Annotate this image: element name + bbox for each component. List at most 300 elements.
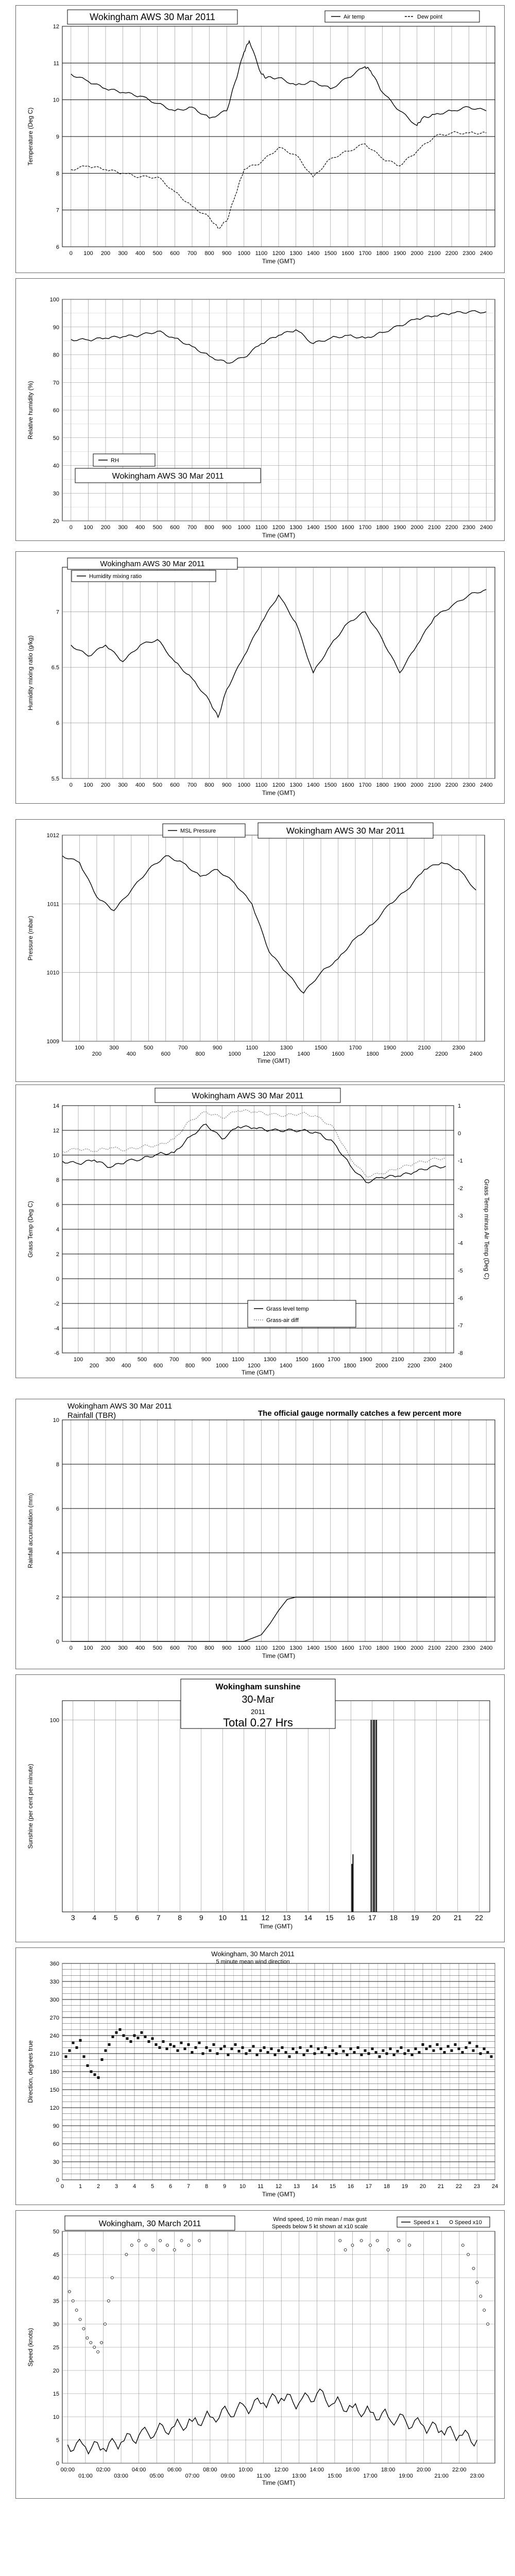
y-tick-label: 40 xyxy=(53,2275,59,2281)
chart-svg-9 xyxy=(16,2211,504,2498)
x-tick-label: 1500 xyxy=(324,250,337,257)
data-point xyxy=(111,2277,113,2279)
x-tick-label: 900 xyxy=(222,782,232,788)
y-tick-label: 35 xyxy=(53,2298,59,2304)
data-point xyxy=(393,2054,396,2056)
x-tick-label: 2200 xyxy=(445,782,458,788)
data-point xyxy=(205,2046,208,2049)
x-tick-label: 0 xyxy=(60,2183,64,2190)
x-tick-label: 1600 xyxy=(332,1051,345,1057)
y-tick-label: 4 xyxy=(56,1550,59,1556)
x-tick-label: 2400 xyxy=(470,1051,483,1057)
data-point xyxy=(398,2240,400,2242)
x-tick-label: 700 xyxy=(187,524,197,531)
x-tick-label: 16:00 xyxy=(345,2467,360,2473)
x-tick-label: 800 xyxy=(204,250,214,257)
chart-note: Speeds below 5 kt shown at x10 scale xyxy=(271,2224,368,2230)
x-tick-label: 1400 xyxy=(306,250,320,257)
y-tick-label: 11 xyxy=(53,60,59,67)
data-point xyxy=(364,2049,367,2052)
y-tick-label: 1012 xyxy=(46,833,59,839)
x-axis-label: Time (GMT) xyxy=(262,2479,296,2486)
legend-label: Speed x10 xyxy=(455,2219,482,2226)
data-point xyxy=(479,2053,482,2055)
x-tick-label: 6 xyxy=(168,2183,173,2190)
y-tick-label: 10 xyxy=(53,1153,59,1159)
data-point xyxy=(454,2043,457,2046)
data-point xyxy=(216,2053,219,2055)
x-tick-label: 2300 xyxy=(462,524,475,531)
y-tick-label: 360 xyxy=(49,1961,59,1967)
data-point xyxy=(314,2053,316,2055)
x-tick-label: 100 xyxy=(83,524,93,531)
chart-subtitle: 30-Mar xyxy=(242,1694,274,1705)
x-tick-label: 2400 xyxy=(479,524,493,531)
chart-title: Wokingham AWS 30 Mar 2011 xyxy=(100,560,205,568)
y-tick-label: 30 xyxy=(53,2321,59,2328)
x-tick-label: 2000 xyxy=(410,524,424,531)
x-tick-label: 2300 xyxy=(452,1045,466,1051)
data-point xyxy=(68,2291,71,2293)
x-tick-label: 2400 xyxy=(479,782,493,788)
data-point xyxy=(376,2240,379,2242)
y-tick-label: 70 xyxy=(53,380,59,386)
data-point xyxy=(93,2346,96,2349)
data-point xyxy=(483,2309,486,2312)
legend-label: Grass-air diff xyxy=(266,1317,299,1324)
x-tick-label: 700 xyxy=(187,250,197,257)
x-tick-label: 800 xyxy=(185,1363,195,1369)
data-point xyxy=(155,2043,158,2046)
data-point xyxy=(369,2244,372,2247)
data-point xyxy=(328,2054,331,2056)
y-tick-label: 9 xyxy=(56,134,59,140)
data-point xyxy=(75,2309,78,2312)
y-tick-label: 30 xyxy=(53,2159,59,2165)
x-tick-label: 22 xyxy=(475,1913,484,1922)
y-tick-label: 100 xyxy=(49,297,59,303)
chart-subtitle: Rainfall (TBR) xyxy=(67,1411,116,1420)
x-tick-label: 21 xyxy=(453,1913,462,1922)
data-point xyxy=(342,2050,345,2053)
x-tick-label: 2400 xyxy=(439,1363,452,1369)
x-tick-label: 600 xyxy=(161,1051,170,1057)
x-tick-label: 1200 xyxy=(248,1363,261,1369)
data-point xyxy=(429,2045,432,2048)
x-tick-label: 2000 xyxy=(410,250,424,257)
data-point xyxy=(443,2051,446,2054)
y-right-tick-label: -7 xyxy=(458,1323,463,1329)
y-tick-label: 5.5 xyxy=(51,776,59,782)
y-axis-label: Direction, degrees true xyxy=(27,2040,34,2103)
data-point xyxy=(368,2053,370,2055)
x-tick-label: 2200 xyxy=(407,1363,420,1369)
x-tick-label: 00:00 xyxy=(60,2467,75,2473)
data-point xyxy=(220,2047,222,2050)
y-tick-label: 4 xyxy=(56,1227,59,1233)
x-axis-label: Time (GMT) xyxy=(262,789,296,796)
x-tick-label: 300 xyxy=(105,1357,115,1363)
x-tick-label: 1000 xyxy=(237,250,251,257)
x-tick-label: 5 xyxy=(113,1913,118,1922)
y-tick-label: 2 xyxy=(56,1251,59,1258)
x-tick-label: 300 xyxy=(118,782,128,788)
data-point xyxy=(397,2050,399,2053)
sunshine-bar xyxy=(373,1720,374,1912)
y-tick-label: 1009 xyxy=(46,1039,59,1045)
data-point xyxy=(346,2054,349,2056)
x-tick-label: 03:00 xyxy=(114,2473,128,2479)
x-tick-label: 0 xyxy=(69,250,73,257)
x-tick-label: 21 xyxy=(437,2183,444,2190)
data-point xyxy=(169,2043,172,2046)
x-tick-label: 1600 xyxy=(312,1363,324,1369)
y-tick-label: 15 xyxy=(53,2391,59,2397)
x-tick-label: 08:00 xyxy=(203,2467,217,2473)
x-tick-label: 10:00 xyxy=(238,2467,253,2473)
x-tick-label: 0 xyxy=(69,1645,73,1651)
data-point xyxy=(433,2049,435,2052)
x-tick-label: 1300 xyxy=(280,1045,293,1051)
x-tick-label: 1600 xyxy=(341,782,354,788)
data-point xyxy=(418,2051,421,2054)
y-tick-label: 10 xyxy=(53,2414,59,2420)
data-point xyxy=(115,2031,118,2034)
x-tick-label: 1500 xyxy=(314,1045,328,1051)
data-point xyxy=(97,2076,100,2079)
data-point xyxy=(126,2037,129,2040)
data-point xyxy=(288,2055,291,2058)
x-tick-label: 1400 xyxy=(297,1051,310,1057)
x-tick-label: 16 xyxy=(347,2183,354,2190)
data-point xyxy=(467,2253,470,2256)
x-tick-label: 2200 xyxy=(445,1645,458,1651)
data-point xyxy=(72,2300,74,2302)
chart-svg-2 xyxy=(16,279,504,540)
x-tick-label: 16 xyxy=(347,1913,355,1922)
x-tick-label: 0 xyxy=(69,524,73,531)
data-point xyxy=(187,2043,190,2046)
y-tick-label: 240 xyxy=(49,2033,59,2039)
x-tick-label: 700 xyxy=(178,1045,188,1051)
data-point xyxy=(387,2249,389,2251)
legend-label: Grass level temp xyxy=(266,1306,309,1312)
x-tick-label: 13 xyxy=(293,2183,300,2190)
data-point xyxy=(90,2071,93,2073)
data-point xyxy=(400,2046,403,2049)
x-tick-label: 900 xyxy=(222,524,232,531)
x-tick-label: 18 xyxy=(389,1913,398,1922)
x-tick-label: 1900 xyxy=(393,1645,406,1651)
y-right-axis-label: Grass Temp minus Air Temp (Deg C) xyxy=(483,1179,490,1280)
x-tick-label: 2100 xyxy=(428,524,441,531)
y-right-tick-label: -1 xyxy=(458,1158,463,1164)
x-tick-label: 20 xyxy=(432,1913,441,1922)
y-tick-label: 10 xyxy=(53,1417,59,1423)
x-tick-label: 2100 xyxy=(428,782,441,788)
chart-title: Wokingham sunshine xyxy=(215,1683,301,1691)
data-point xyxy=(285,2051,287,2054)
x-tick-label: 2100 xyxy=(418,1045,431,1051)
data-point xyxy=(332,2049,334,2052)
x-tick-label: 1 xyxy=(78,2183,82,2190)
x-tick-label: 12 xyxy=(261,1913,270,1922)
data-point xyxy=(476,2281,478,2284)
x-tick-label: 21:00 xyxy=(434,2473,449,2479)
y-axis-label: Relative humidity (%) xyxy=(27,381,34,439)
chart-panel-3 xyxy=(15,551,505,804)
data-point xyxy=(350,2047,352,2050)
chart-svg-3 xyxy=(16,552,504,803)
x-tick-label: 500 xyxy=(152,250,162,257)
x-tick-label: 2300 xyxy=(462,782,475,788)
x-tick-label: 07:00 xyxy=(185,2473,200,2479)
data-point xyxy=(198,2240,201,2242)
chart-svg-5 xyxy=(16,1085,504,1378)
y-tick-label: 6.5 xyxy=(51,665,59,671)
x-tick-label: 200 xyxy=(92,1051,102,1057)
data-point xyxy=(306,2049,309,2052)
x-tick-label: 14 xyxy=(304,1913,313,1922)
y-tick-label: 80 xyxy=(53,352,59,359)
data-point xyxy=(476,2045,478,2048)
x-tick-label: 1200 xyxy=(272,782,285,788)
x-tick-label: 200 xyxy=(100,524,111,531)
x-tick-label: 1900 xyxy=(393,250,406,257)
x-tick-label: 700 xyxy=(169,1357,179,1363)
x-tick-label: 700 xyxy=(187,1645,197,1651)
x-tick-label: 2400 xyxy=(479,250,493,257)
chart-title: Wokingham AWS 30 Mar 2011 xyxy=(192,1092,304,1100)
y-tick-label: 14 xyxy=(53,1103,59,1109)
x-tick-label: 1100 xyxy=(255,1645,268,1651)
data-point xyxy=(191,2051,194,2054)
data-point xyxy=(86,2337,89,2340)
y-right-tick-label: -8 xyxy=(458,1350,463,1357)
x-tick-label: 1800 xyxy=(344,1363,356,1369)
x-tick-label: 1700 xyxy=(358,250,372,257)
x-axis-label: Time (GMT) xyxy=(262,258,296,265)
x-tick-label: 19 xyxy=(401,2183,408,2190)
x-tick-label: 1500 xyxy=(324,1645,337,1651)
data-point xyxy=(108,2043,111,2046)
data-point xyxy=(125,2253,128,2256)
y-right-tick-label: -4 xyxy=(458,1240,463,1247)
data-point xyxy=(440,2047,442,2050)
x-tick-label: 2000 xyxy=(410,1645,424,1651)
data-point xyxy=(94,2073,96,2076)
x-tick-label: 17 xyxy=(365,2183,372,2190)
x-tick-label: 1600 xyxy=(341,524,354,531)
sunshine-bar xyxy=(352,1854,353,1912)
data-point xyxy=(274,2054,277,2056)
data-point xyxy=(105,2049,107,2052)
data-point xyxy=(299,2046,302,2049)
x-tick-label: 6 xyxy=(135,1913,140,1922)
x-tick-label: 22 xyxy=(455,2183,462,2190)
x-tick-label: 2 xyxy=(96,2183,100,2190)
data-point xyxy=(415,2047,417,2050)
x-tick-label: 500 xyxy=(137,1357,147,1363)
data-point xyxy=(278,2049,280,2052)
x-tick-label: 1300 xyxy=(264,1357,277,1363)
data-point xyxy=(461,2051,464,2054)
chart-panel-2 xyxy=(15,278,505,541)
data-point xyxy=(141,2031,143,2034)
x-tick-label: 20:00 xyxy=(416,2467,431,2473)
chart-svg-4 xyxy=(16,820,504,1081)
y-axis-label: Temperature (Deg C) xyxy=(27,107,34,166)
y-tick-label: 60 xyxy=(53,2141,59,2147)
chart-panel-5 xyxy=(15,1084,505,1378)
x-tick-label: 14:00 xyxy=(310,2467,324,2473)
legend-label: Speed x 1 xyxy=(414,2219,439,2226)
x-tick-label: 100 xyxy=(83,250,93,257)
x-tick-label: 09:00 xyxy=(220,2473,235,2479)
legend-box xyxy=(248,1300,356,1327)
y-tick-label: 120 xyxy=(49,2105,59,2111)
x-tick-label: 1100 xyxy=(255,782,268,788)
chart-panel-1 xyxy=(15,5,505,273)
x-tick-label: 4 xyxy=(132,2183,136,2190)
y-axis-label: Grass Temp (Deg C) xyxy=(27,1201,34,1258)
data-point xyxy=(407,2049,410,2052)
x-tick-label: 200 xyxy=(100,782,111,788)
x-tick-label: 17 xyxy=(368,1913,376,1922)
x-tick-label: 1900 xyxy=(383,1045,397,1051)
x-tick-label: 5 xyxy=(150,2183,154,2190)
x-tick-label: 1300 xyxy=(289,1645,302,1651)
x-tick-label: 300 xyxy=(109,1045,119,1051)
data-point xyxy=(180,2042,183,2044)
data-point xyxy=(469,2042,471,2044)
x-tick-label: 1200 xyxy=(272,250,285,257)
x-tick-label: 900 xyxy=(222,1645,232,1651)
x-tick-label: 15 xyxy=(325,1913,334,1922)
data-point xyxy=(263,2046,266,2049)
x-tick-label: 900 xyxy=(222,250,232,257)
x-axis-label: Time (GMT) xyxy=(259,1923,293,1930)
data-point xyxy=(227,2054,230,2056)
chart-title: Wokingham AWS 30 Mar 2011 xyxy=(67,1402,173,1411)
chart-panel-4 xyxy=(15,819,505,1082)
x-tick-label: 13:00 xyxy=(291,2473,306,2479)
y-tick-label: 100 xyxy=(49,1717,59,1724)
data-point xyxy=(321,2051,323,2054)
data-point xyxy=(371,2047,374,2050)
y-tick-label: -2 xyxy=(54,1301,59,1307)
y-tick-label: 0 xyxy=(56,1639,59,1645)
x-tick-label: 2100 xyxy=(391,1357,404,1363)
y-tick-label: 45 xyxy=(53,2252,59,2258)
data-point xyxy=(249,2049,251,2052)
x-tick-label: 10 xyxy=(239,2183,246,2190)
y-tick-label: 7 xyxy=(56,207,59,214)
x-tick-label: 15:00 xyxy=(328,2473,342,2479)
x-tick-label: 18 xyxy=(383,2183,390,2190)
data-point xyxy=(310,2045,313,2048)
data-point xyxy=(411,2054,414,2056)
x-tick-label: 1400 xyxy=(306,782,320,788)
data-point xyxy=(68,2049,71,2052)
chart-svg-7 xyxy=(16,1675,504,1942)
x-tick-label: 7 xyxy=(156,1913,161,1922)
y-tick-label: 90 xyxy=(53,324,59,331)
data-point xyxy=(72,2042,75,2044)
x-tick-label: 1400 xyxy=(306,1645,320,1651)
x-tick-label: 8 xyxy=(204,2183,209,2190)
data-point xyxy=(458,2047,460,2050)
data-point xyxy=(202,2053,204,2055)
x-tick-label: 1800 xyxy=(376,250,389,257)
x-tick-label: 500 xyxy=(152,782,162,788)
y-tick-label: 12 xyxy=(53,1128,59,1134)
y-tick-label: 1011 xyxy=(47,901,59,908)
x-tick-label: 200 xyxy=(100,1645,111,1651)
data-point xyxy=(148,2040,150,2043)
x-tick-label: 1700 xyxy=(358,782,372,788)
x-tick-label: 02:00 xyxy=(96,2467,111,2473)
x-tick-label: 3 xyxy=(71,1913,75,1922)
y-axis-label: Rainfall accumulation (mm) xyxy=(27,1493,34,1568)
data-point xyxy=(152,2249,154,2251)
data-point xyxy=(408,2244,411,2247)
x-tick-label: 500 xyxy=(152,524,162,531)
plot-area xyxy=(62,1701,490,1912)
x-tick-label: 1300 xyxy=(289,250,302,257)
data-point xyxy=(303,2054,305,2056)
data-point xyxy=(242,2046,244,2049)
y-tick-label: 1010 xyxy=(46,970,59,976)
x-tick-label: 600 xyxy=(170,250,180,257)
chart-total: Total 0.27 Hrs xyxy=(223,1716,293,1729)
data-point xyxy=(351,2244,354,2247)
x-tick-label: 1500 xyxy=(324,524,337,531)
x-tick-label: 800 xyxy=(204,524,214,531)
data-point xyxy=(90,2342,92,2344)
x-tick-label: 1200 xyxy=(272,524,285,531)
x-axis-label: Time (GMT) xyxy=(262,532,296,539)
data-point xyxy=(137,2037,140,2039)
x-tick-label: 19:00 xyxy=(399,2473,413,2479)
data-point xyxy=(166,2047,168,2050)
x-tick-label: 300 xyxy=(118,524,128,531)
x-tick-label: 400 xyxy=(135,782,145,788)
y-axis-label: Humidity mixing ratio (g/kg) xyxy=(27,635,34,710)
chart-title: Wokingham AWS 30 Mar 2011 xyxy=(286,826,405,836)
data-point xyxy=(238,2050,241,2053)
x-tick-label: 9 xyxy=(199,1913,203,1922)
x-tick-label: 8 xyxy=(178,1913,182,1922)
data-point xyxy=(166,2244,168,2247)
x-tick-label: 1900 xyxy=(359,1357,372,1363)
x-tick-label: 800 xyxy=(204,782,214,788)
data-point xyxy=(97,2351,99,2353)
x-tick-label: 400 xyxy=(135,250,145,257)
data-point xyxy=(130,2244,133,2247)
data-point xyxy=(252,2045,255,2048)
x-tick-label: 1200 xyxy=(272,1645,285,1651)
x-tick-label: 9 xyxy=(222,2183,227,2190)
x-tick-label: 1700 xyxy=(328,1357,340,1363)
y-tick-label: 210 xyxy=(49,2051,59,2057)
data-point xyxy=(83,2055,85,2058)
x-tick-label: 13 xyxy=(282,1913,291,1922)
x-tick-label: 1800 xyxy=(366,1051,379,1057)
data-point xyxy=(130,2040,132,2043)
data-point xyxy=(324,2046,327,2049)
data-point xyxy=(386,2053,388,2055)
